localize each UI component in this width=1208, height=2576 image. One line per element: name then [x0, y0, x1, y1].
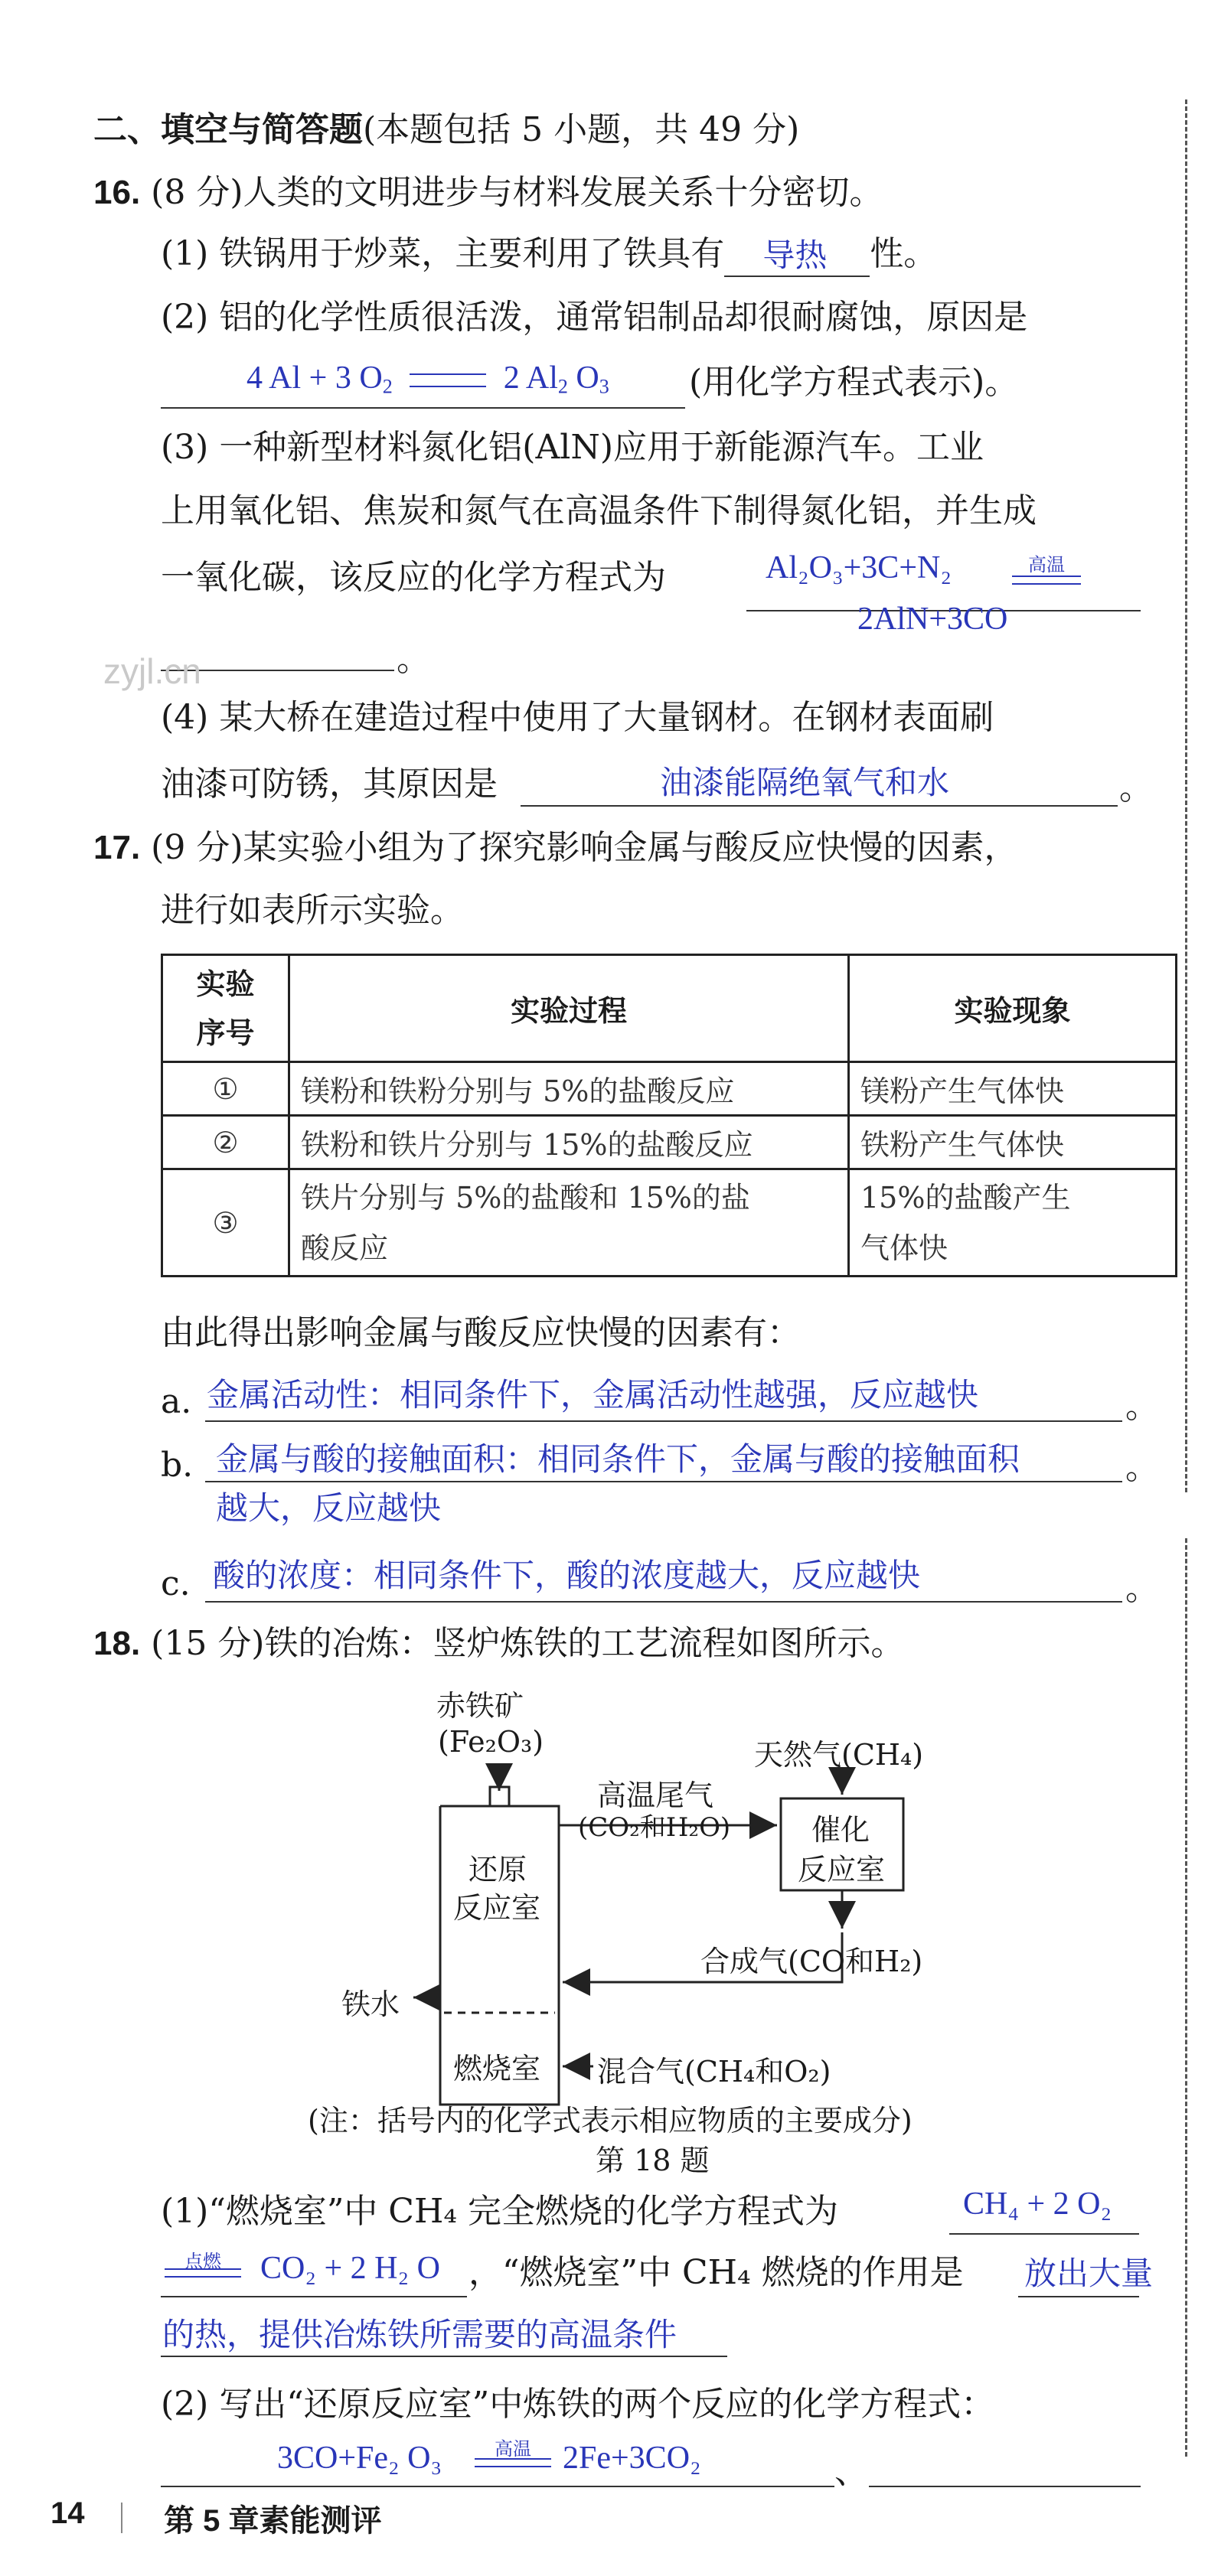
condition-18-1: 点燃 — [184, 2251, 221, 2272]
answer-16-4: 油漆能隔绝氧气和水 — [660, 764, 950, 801]
q16-part3-line3: 一氧化碳，该反应的化学方程式为 — [161, 558, 666, 597]
q18-part1-mid: ，“燃烧室”中 CH₄ 燃烧的作用是 — [469, 2253, 964, 2292]
section-heading: 二、填空与简答题(本题包括 5 小题，共 49 分) — [93, 110, 800, 149]
label-tail-gas-formula: (CO₂和H₂O) — [578, 1812, 731, 1843]
answer-line-18-1b — [161, 2296, 467, 2297]
label-reduction-b: 反应室 — [453, 1891, 541, 1925]
row-process: 铁片分别与 5%的盐酸和 15%的盐 酸反应 — [289, 1169, 849, 1277]
label-syngas: 合成气(CO和H₂) — [700, 1945, 923, 1978]
answer-16-2: 4 Al + 3 $O_2$ 2 $Al_2$ $O_3$ — [246, 360, 609, 398]
row-process: 铁粉和铁片分别与 15%的盐酸反应 — [289, 1116, 849, 1169]
q17-c-label: c. — [161, 1564, 191, 1603]
answer-18-1c: 放出大量 — [1024, 2255, 1154, 2292]
q17-c-end: 。 — [1125, 1569, 1159, 1608]
answer-18-1d: 的热，提供冶炼铁所需要的高温条件 — [162, 2316, 677, 2353]
row-result: 铁粉产生气体快 — [849, 1116, 1177, 1169]
q16-part2-hint: (用化学方程式表示)。 — [689, 363, 1019, 402]
col-header-result: 实验现象 — [849, 955, 1177, 1062]
q16-stem: 16. (8 分)人类的文明进步与材料发展关系十分密切。 — [93, 173, 883, 212]
q16-part3-line2: 上用氧化铝、焦炭和氮气在高温条件下制得氮化铝，并生成 — [161, 491, 1037, 530]
answer-17b-2: 越大，反应越快 — [216, 1489, 442, 1527]
label-reduction-a: 还原 — [469, 1853, 527, 1886]
q17-a-label: a. — [161, 1382, 192, 1421]
answer-line-18-1c — [1018, 2296, 1139, 2297]
watermark: zyjl.cn — [103, 651, 201, 691]
answer-16-3-bottom: 2AlN+3CO — [857, 602, 1008, 637]
diagram-note: (注：括号内的化学式表示相应物质的主要成分) — [308, 2104, 913, 2137]
q17-stem-line1: 17. (9 分)某实验小组为了探究影响金属与酸反应快慢的因素， — [93, 828, 1018, 867]
q16-part4-line1: (4) 某大桥在建造过程中使用了大量钢材。在钢材表面刷 — [161, 698, 994, 737]
row-id: ③ — [162, 1169, 289, 1277]
answer-line-18-2b — [869, 2486, 1141, 2487]
answer-17a: 金属活动性：相同条件下，金属活动性越强，反应越快 — [207, 1376, 979, 1414]
row-id: ① — [162, 1062, 289, 1116]
diagram-caption: 第 18 题 — [596, 2144, 710, 2177]
q18-stem: 18. (15 分)铁的冶炼：竖炉炼铁的工艺流程如图所示。 — [93, 1624, 905, 1663]
row-result: 镁粉产生气体快 — [849, 1062, 1177, 1116]
q17-b-end: 。 — [1125, 1448, 1159, 1487]
q18-part2-sep: 、 — [834, 2452, 868, 2491]
q17-b-label: b. — [161, 1446, 194, 1485]
col-header-id: 实验 序号 — [162, 955, 289, 1062]
label-catalytic-b: 反应室 — [798, 1853, 886, 1886]
condition-16-3: 高温 — [1028, 554, 1065, 576]
q18-part1-pre: (1)“燃烧室”中 CH₄ 完全燃烧的化学方程式为 — [161, 2192, 838, 2231]
label-tail-gas: 高温尾气 — [597, 1779, 714, 1812]
q16-part3-line1: (3) 一种新型材料氮化铝(AlN)应用于新能源汽车。工业 — [161, 428, 984, 467]
label-mixed-gas: 混合气(CH₄和O₂) — [597, 2055, 831, 2089]
row-process: 镁粉和铁粉分别与 5%的盐酸反应 — [289, 1062, 849, 1116]
answer-17c: 酸的浓度：相同条件下，酸的浓度越大，反应越快 — [213, 1557, 921, 1594]
answer-18-1a: CH₄ + 2 O₂ — [963, 2186, 1112, 2222]
row-result: 15%的盐酸产生 气体快 — [849, 1169, 1177, 1277]
equals-18-2 — [475, 2458, 551, 2467]
col-header-process: 实验过程 — [289, 955, 849, 1062]
answer-18-2a: 3CO+Fe₂ O₃ — [277, 2441, 442, 2476]
answer-line-18-1a — [949, 2233, 1139, 2235]
q16-part4-end: 。 — [1119, 768, 1153, 807]
q16-part1: (1) 铁锅用于炒菜，主要利用了铁具有 导热 性。 — [161, 231, 937, 277]
q18-part2-pre: (2) 写出“还原反应室”中炼铁的两个反应的化学方程式： — [161, 2385, 995, 2424]
label-iron: 铁水 — [341, 1987, 400, 2021]
answer-line-18-1d — [161, 2356, 727, 2357]
q16-part3-end: 。 — [397, 640, 430, 679]
label-ore-formula: (Fe₂O₃) — [438, 1725, 544, 1759]
answer-17b-1: 金属与酸的接触面积：相同条件下，金属与酸的接触面积 — [216, 1440, 1020, 1478]
q16-part4-line2: 油漆可防锈，其原因是 — [161, 765, 498, 804]
label-ore: 赤铁矿 — [436, 1689, 524, 1723]
label-natural-gas: 天然气(CH₄) — [754, 1738, 924, 1772]
answer-16-1: 导热 — [762, 236, 828, 274]
label-combustion: 燃烧室 — [453, 2052, 541, 2085]
q16-part2-line1: (2) 铝的化学性质很活泼，通常铝制品却很耐腐蚀，原因是 — [161, 298, 1028, 337]
page-number: 14 — [51, 2496, 85, 2530]
equals-18-1 — [165, 2268, 241, 2278]
q17-conclusion: 由此得出影响金属与酸反应快慢的因素有： — [161, 1313, 801, 1352]
answer-line-18-2a — [161, 2486, 834, 2487]
chapter-title: 第 5 章素能测评 — [164, 2504, 382, 2538]
label-catalytic-a: 催化 — [811, 1813, 870, 1847]
condition-18-2: 高温 — [495, 2438, 531, 2460]
footer-divider — [121, 2503, 122, 2533]
q17-a-end: 。 — [1125, 1387, 1159, 1426]
row-id: ② — [162, 1116, 289, 1169]
answer-18-1b: CO₂ + 2 H₂ O — [260, 2251, 440, 2286]
answer-16-3-top: Al₂O₃+3C+N₂ — [766, 550, 952, 585]
answer-18-2b: 2Fe+3CO₂ — [563, 2441, 701, 2476]
q17-stem-line2: 进行如表所示实验。 — [161, 891, 464, 930]
